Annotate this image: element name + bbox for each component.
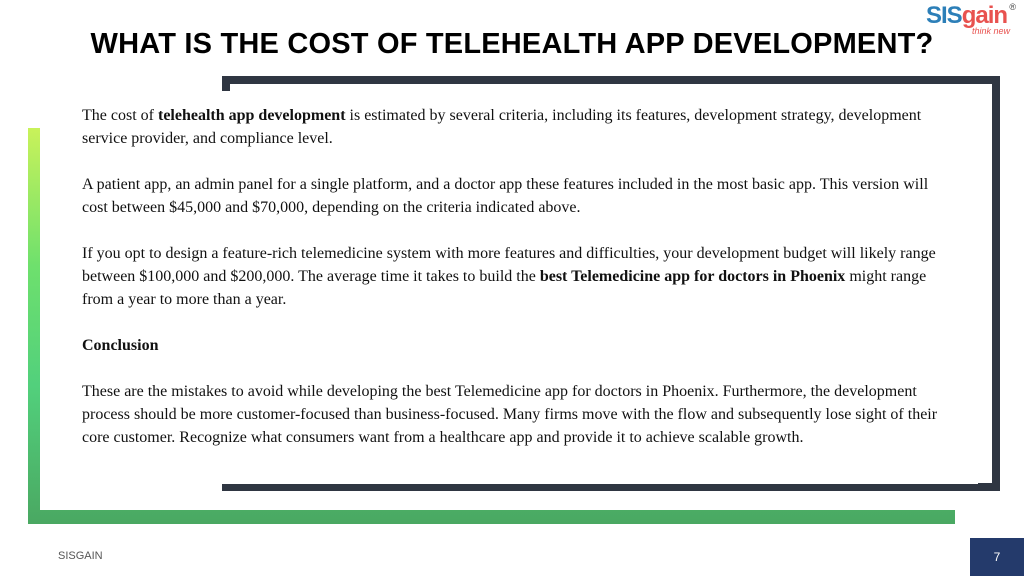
p1-text-a: The cost of <box>82 107 158 124</box>
conclusion-heading-text: Conclusion <box>82 337 159 354</box>
paragraph-basic-app: A patient app, an admin panel for a single platform, and a doctor app these features included in the most basic app. This version will cost between $45,000 and $70,000, depending on the criteria indicated above. <box>82 176 929 216</box>
p3-bold-keyword: best Telemedicine app for doctors in Phoenix <box>539 268 846 285</box>
logo-registered-mark: ® <box>1009 2 1016 12</box>
paragraph-intro <box>82 104 952 150</box>
paragraph-feature-rich <box>82 242 952 311</box>
slide-title: WHAT IS THE COST OF TELEHEALTH APP DEVELOPMENT? <box>90 28 934 60</box>
paragraph-conclusion: These are the mistakes to avoid while developing the best Telemedicine app for doctors in Phoenix. Furthermore, the development process should be more customer-focused than business-focused. Many firms move with the flow and subsequently lose sight of their core customer. Recognize what consumers want from a healthcare app and provide it to achieve scalable growth. <box>82 383 938 446</box>
logo-gain: gain <box>961 2 1008 29</box>
conclusion-heading <box>82 334 952 357</box>
p1-text-c: is estimated by several criteria, including its features, development strategy, development service provider, and compliance level. <box>82 107 922 147</box>
logo-tagline: think new <box>972 26 1011 36</box>
p3-text-a: If you opt to design a feature-rich telemedicine system with more features and difficulties, your development budget will likely range between $100,000 and $200,000. The average time it takes to build the <box>82 245 936 285</box>
page-number: 7 <box>970 538 1024 576</box>
footer-brand: SISGAIN <box>58 550 103 562</box>
slide-body <box>82 104 952 472</box>
p3-text-c: might range from a year to more than a year. <box>82 268 927 308</box>
p1-bold-keyword: telehealth app development <box>157 107 346 124</box>
logo-ss: SIS <box>926 2 962 29</box>
